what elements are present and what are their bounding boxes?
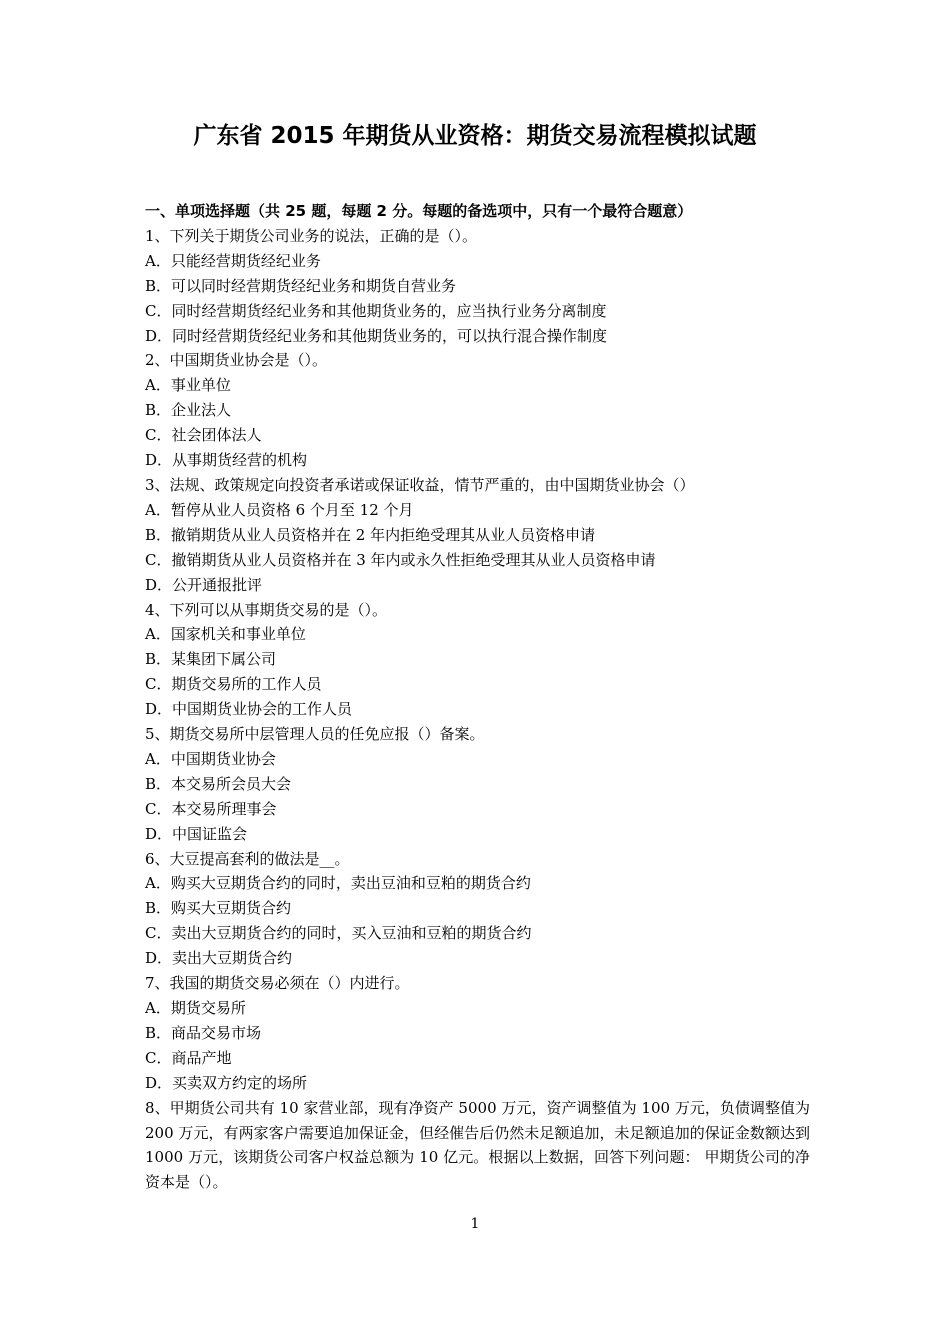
question-option: B．商品交易市场 bbox=[145, 1023, 262, 1042]
question-option: C．社会团体法人 bbox=[145, 426, 262, 445]
question-option: A．中国期货业协会 bbox=[145, 749, 276, 768]
question-option: D．同时经营期货经纪业务和其他期货业务的，可以执行混合操作制度 bbox=[145, 326, 608, 345]
question-option: A．购买大豆期货合约的同时，卖出豆油和豆粕的期货合约 bbox=[145, 874, 531, 893]
question-option: B．某集团下属公司 bbox=[145, 650, 277, 669]
question-option: C．同时经营期货经纪业务和其他期货业务的，应当执行业务分离制度 bbox=[145, 301, 607, 320]
question-stem-multiline: 8、甲期货公司共有 10 家营业部，现有净资产 5000 万元，资产调整值为 100 万元，负债调整值为 200 万元，有两家客户需要追加保证金，但经催告后仍然未足额追加，未足额追加的保证金数额达到 1000 万元，该期货公司客户权益总额为 10 亿元。根据以上数据，回答下列问题： 甲期货公司的净资本是（）。 bbox=[145, 1098, 810, 1192]
document-body bbox=[145, 199, 810, 1195]
question-option: A．暂停从业人员资格 6 个月至 12 个月 bbox=[145, 500, 414, 519]
question-option: D．公开通报批评 bbox=[145, 575, 263, 594]
page-number: 1 bbox=[470, 1216, 480, 1232]
question-option: D．买卖双方约定的场所 bbox=[145, 1073, 308, 1092]
question-option: C．卖出大豆期货合约的同时，买入豆油和豆粕的期货合约 bbox=[145, 924, 532, 943]
question-option: C．本交易所理事会 bbox=[145, 799, 277, 818]
question-stem: 4、下列可以从事期货交易的是（）。 bbox=[145, 600, 388, 619]
question-option: D．中国证监会 bbox=[145, 824, 248, 843]
question-option: C．商品产地 bbox=[145, 1048, 232, 1067]
question-option: D．中国期货业协会的工作人员 bbox=[145, 700, 353, 719]
question-option: C．撤销期货从业人员资格并在 3 年内或永久性拒绝受理其从业人员资格申请 bbox=[145, 550, 656, 569]
question-stem: 6、大豆提高套利的做法是__。 bbox=[145, 849, 350, 868]
question-option: D．卖出大豆期货合约 bbox=[145, 949, 293, 968]
question-list bbox=[145, 224, 810, 1195]
question-option: B．本交易所会员大会 bbox=[145, 774, 292, 793]
question-option: A．期货交易所 bbox=[145, 999, 246, 1017]
question-stem: 7、我国的期货交易必须在（）内进行。 bbox=[145, 974, 410, 993]
question-option: C．期货交易所的工作人员 bbox=[145, 675, 322, 694]
question-option: B．撤销期货从业人员资格并在 2 年内拒绝受理其从业人员资格申请 bbox=[145, 525, 596, 544]
page-title: 广东省 2015 年期货从业资格：期货交易流程模拟试题 bbox=[193, 123, 757, 149]
question-stem: 1、下列关于期货公司业务的说法，正确的是（）。 bbox=[145, 226, 478, 245]
question-option: B．可以同时经营期货经纪业务和期货自营业务 bbox=[145, 276, 457, 295]
question-option: B．购买大豆期货合约 bbox=[145, 899, 292, 918]
question-option: B．企业法人 bbox=[145, 401, 232, 420]
question-option: D．从事期货经营的机构 bbox=[145, 451, 308, 470]
question-option: A．国家机关和事业单位 bbox=[145, 625, 306, 644]
question-option: A．只能经营期货经纪业务 bbox=[145, 251, 321, 270]
question-stem: 5、期货交易所中层管理人员的任免应报（）备案。 bbox=[145, 725, 485, 744]
question-option: A．事业单位 bbox=[145, 376, 231, 395]
question-stem: 3、法规、政策规定向投资者承诺或保证收益，情节严重的，由中国期货业协会（） bbox=[145, 475, 695, 494]
section-heading: 一、单项选择题（共 25 题，每题 2 分。每题的备选项中，只有一个最符合题意） bbox=[145, 202, 693, 220]
question-stem: 2、中国期货业协会是（）。 bbox=[145, 351, 328, 370]
